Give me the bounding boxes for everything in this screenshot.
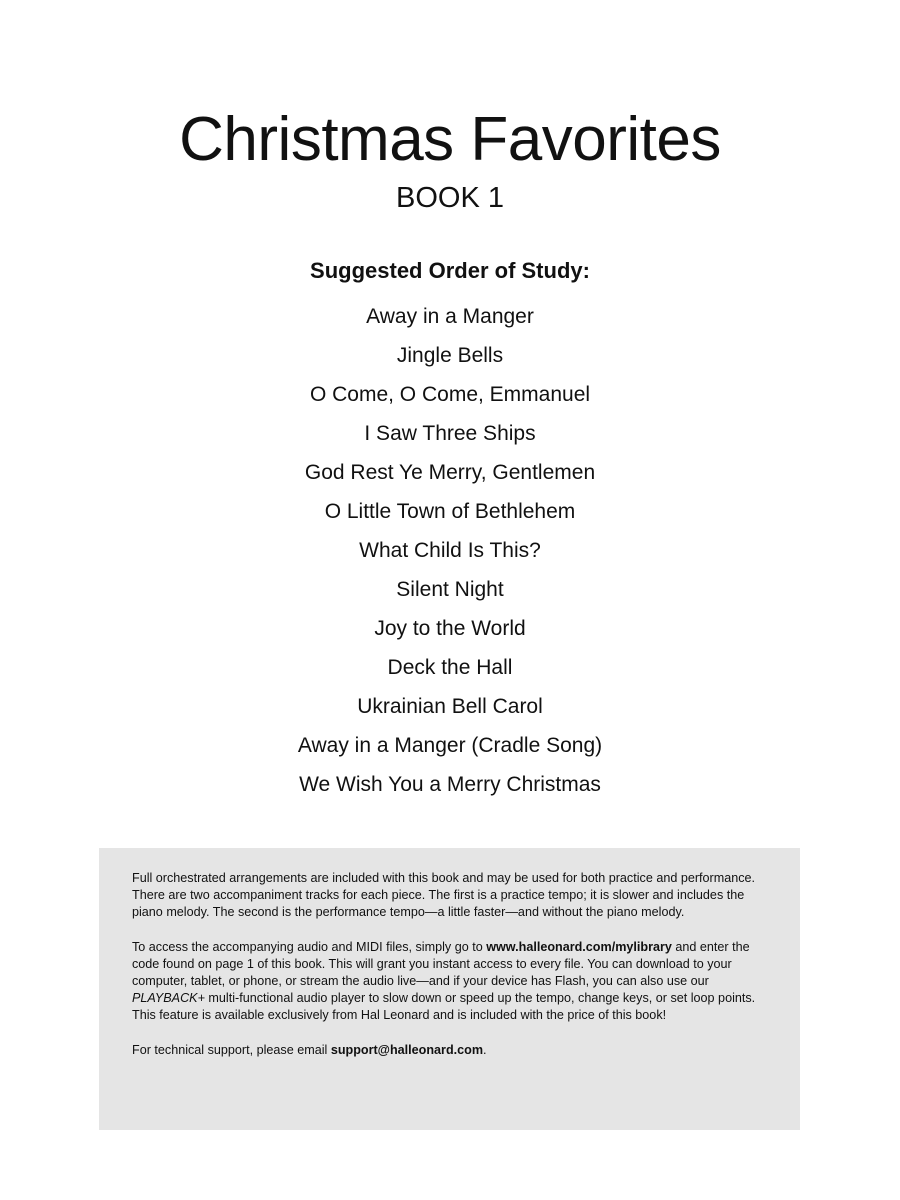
song-item: Jingle Bells — [396, 344, 504, 367]
song-item: Joy to the World — [374, 617, 526, 640]
access-middle-text: and enter the code found on page 1 of this book. This will grant you instant access to every file. You can download to your computer, tablet, or phone, or stream the audio live—and if your device has Flash, you can also use our — [132, 939, 750, 989]
access-intro-text: To access the accompanying audio and MIDI files, simply go to — [132, 939, 487, 954]
audio-info-box — [99, 848, 800, 1130]
info-paragraph-support — [132, 1042, 768, 1059]
song-item: O Little Town of Bethlehem — [324, 500, 576, 523]
song-item: Ukrainian Bell Carol — [357, 695, 543, 718]
access-end-text: multi-functional audio player to slow down or speed up the tempo, change keys, or set loop points. This feature is available exclusively from Hal Leonard and is included with the price of this book! — [132, 991, 756, 1023]
study-order-heading: Suggested Order of Study: — [310, 258, 590, 283]
support-intro-text: For technical support, please email — [132, 1042, 331, 1057]
song-list — [0, 297, 900, 804]
book-number: BOOK 1 — [396, 182, 504, 214]
info-paragraph-arrangements: Full orchestrated arrangements are included with this book and may be used for both practice and performance. There are two accompaniment tracks for each piece. The first is a practice tempo; it is slower and includes the piano melody. The second is the performance tempo—a little faster—and without the piano melody. — [132, 871, 756, 920]
song-item: Silent Night — [396, 578, 504, 601]
playback-product-name: PLAYBACK+ — [132, 991, 205, 1006]
song-item: We Wish You a Merry Christmas — [299, 773, 601, 796]
song-item: What Child Is This? — [359, 539, 541, 562]
page-title: Christmas Favorites — [179, 105, 721, 174]
support-email: support@halleonard.com — [330, 1042, 484, 1057]
mylibrary-url: www.halleonard.com/mylibrary — [486, 939, 672, 954]
song-item: Deck the Hall — [387, 656, 513, 679]
song-item: Away in a Manger (Cradle Song) — [297, 734, 603, 757]
song-item: Away in a Manger — [366, 305, 534, 328]
song-item: O Come, O Come, Emmanuel — [309, 383, 591, 406]
info-paragraph-access — [132, 939, 768, 1025]
song-item: I Saw Three Ships — [364, 422, 536, 445]
song-item: God Rest Ye Merry, Gentlemen — [304, 461, 596, 484]
support-end-text: . — [483, 1042, 487, 1057]
